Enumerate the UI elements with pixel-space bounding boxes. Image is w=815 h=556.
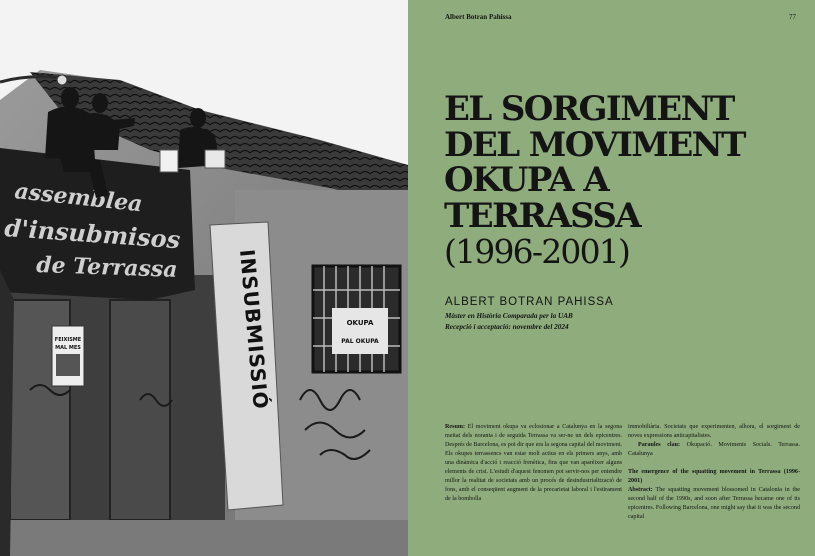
abstract-continuation: immobiliària. Societats que experimenten, alhora, el sorgiment de noves expressions anticapitalistes. [628, 424, 800, 440]
keywords-text: Okupació. Moviments Socials. Terrassa. Catalunya [628, 442, 800, 458]
banner-line1: assemblea [13, 178, 144, 218]
abstract-label: Resum: [445, 424, 465, 430]
title-line: EL SORGIMENT [444, 89, 734, 129]
english-title-text: The emergence of the squatting movement in Terrassa (1996-2001) [628, 469, 800, 485]
english-abstract [628, 486, 800, 522]
abstract-text: El moviment okupa va eclosionar a Catalunya en la segona meitat dels noranta i de seguida Terrassa va ser-ne un dels epicentres. Després de Barcelona, es pot dir que era la segona capital del moviment. Els okupes terrassencs van estar molt actius en els primers anys, amb una dinàmica d'acció i reacció frenètica, fins que van aparèixer alguns elements de crisi. L'estudi d'aquest fenomen pot servir-nos per entendre millor la realitat de societats amb un procés de desindustrialització de fons, amb el conseqüent augment de la precarietat laboral i l'estirament de la bombolla [445, 424, 622, 503]
title-line: DEL MOVIMENT [444, 124, 745, 165]
keywords-label: Paraules clau: [638, 442, 681, 449]
page-number: 77 [789, 13, 796, 21]
abstract-column-left [445, 423, 622, 504]
banner-line2: d'insubmisos [3, 213, 182, 255]
running-head: Albert Botran Pahissa [445, 13, 512, 21]
poster-line1: FEIXISME [54, 337, 82, 343]
window-graffiti-line2: PAL OKUPA [341, 338, 379, 345]
article-opening-page [408, 0, 815, 556]
title-line: OKUPA A [444, 160, 609, 200]
author-affiliation: Màster en Història Comparada per la UAB [445, 312, 573, 320]
banner-line3: de Terrassa [35, 252, 178, 283]
english-abstract-label: Abstract: [628, 487, 653, 494]
keywords [628, 441, 800, 459]
vertical-banner-text: INSUBMISSIÓ [235, 248, 273, 411]
english-abstract-text: The squatting movement blossomed in Catalonia in the second half of the 1990s, and soon after Terrassa became one of its epicentres. Following Barcelona, one might say that it was the second capital [628, 487, 800, 521]
window-graffiti-line1: OKUPA [346, 319, 374, 327]
catalan-abstract [445, 423, 622, 504]
english-title [628, 468, 800, 486]
received-date: Recepció i acceptació: novembre del 2024 [445, 323, 569, 331]
article-title [444, 89, 745, 271]
title-years: (1996-2001) [444, 232, 630, 271]
title-line: TERRASSA [444, 195, 641, 236]
author-name: ALBERT BOTRAN PAHISSA [445, 296, 614, 308]
abstract-column-right [628, 423, 800, 522]
poster-line2: MAL MES [55, 345, 81, 351]
